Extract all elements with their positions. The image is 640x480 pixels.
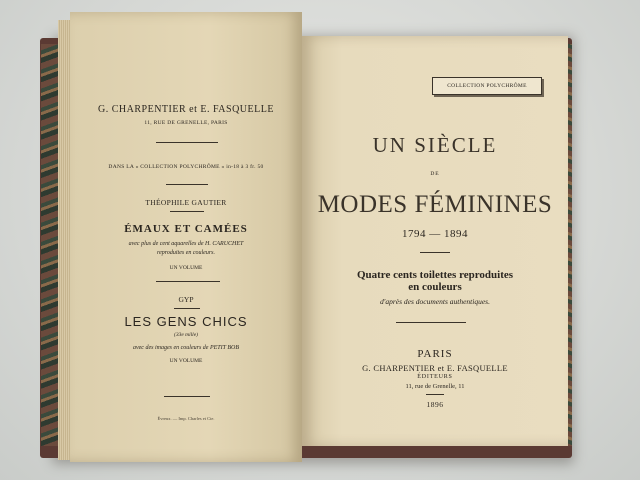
imprint-publisher: G. CHARPENTIER et E. FASQUELLE xyxy=(362,363,508,373)
left-address: 11, RUE DE GRENELLE, PARIS xyxy=(144,120,228,126)
entry-author: THÉOPHILE GAUTIER xyxy=(145,198,227,207)
entry-volume: UN VOLUME xyxy=(169,358,203,364)
printer-line: Évreux. — Imp. Charles et Cie. xyxy=(157,416,215,421)
entry-edition: (33e mille) xyxy=(174,332,198,338)
imprint-city: PARIS xyxy=(417,348,453,360)
divider xyxy=(170,211,204,212)
entry-title: ÉMAUX ET CAMÉES xyxy=(124,223,248,235)
title-page xyxy=(302,36,568,446)
entry-title: LES GENS CHICS xyxy=(124,314,248,329)
subtitle-line1: Quatre cents toilettes reproduites xyxy=(356,269,514,281)
imprint-address: 11, rue de Grenelle, 11 xyxy=(405,383,465,390)
subtitle-line3: d'après des documents authentiques. xyxy=(380,297,490,306)
book-years: 1794 — 1894 xyxy=(402,228,468,240)
collection-badge-label: COLLECTION POLYCHRÔME xyxy=(447,83,527,89)
divider xyxy=(426,394,444,395)
divider xyxy=(156,142,218,143)
divider xyxy=(174,308,200,309)
book-title-line1: UN SIÈCLE xyxy=(372,133,498,157)
book-title-line2: MODES FÉMININES xyxy=(317,191,553,218)
entry-author: GYP xyxy=(178,295,194,304)
divider xyxy=(166,184,208,185)
divider xyxy=(164,396,210,397)
imprint-year: 1896 xyxy=(426,400,444,409)
entry-volume: UN VOLUME xyxy=(169,265,203,271)
left-page xyxy=(70,12,302,462)
entry-description: avec des images en couleurs de PETIT BOB xyxy=(132,345,240,351)
divider xyxy=(396,322,466,323)
imprint-role: ÉDITEURS xyxy=(417,374,453,380)
entry-description: avec plus de cent aquarelles de H. CARUCHET xyxy=(128,241,244,247)
collection-line: DANS LA « COLLECTION POLYCHRÔME » in-18 à 3 fr. 50 xyxy=(108,164,264,170)
divider xyxy=(156,281,220,282)
left-publisher: G. CHARPENTIER et E. FASQUELLE xyxy=(98,104,274,115)
divider xyxy=(420,252,450,253)
entry-description: reproduites en couleurs. xyxy=(156,250,216,256)
book-title-connector: DE xyxy=(430,171,440,177)
collection-badge xyxy=(432,77,542,95)
subtitle-line2: en couleurs xyxy=(408,281,462,293)
